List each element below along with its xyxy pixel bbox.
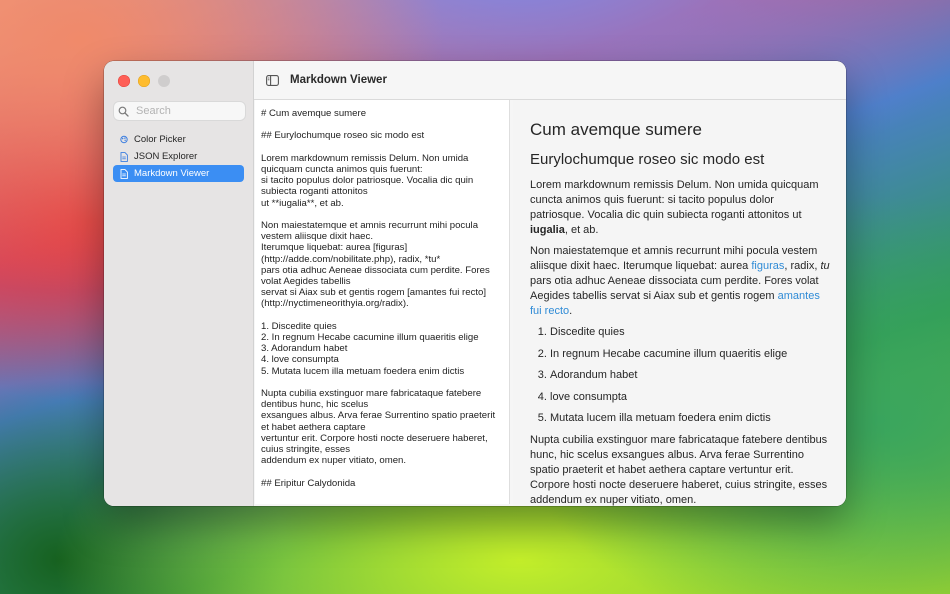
toolbar: [254, 61, 846, 100]
preview-heading-2: Eurylochumque roseo sic modo est: [530, 151, 765, 168]
palette-icon: [120, 135, 128, 145]
preview-paragraph: Non maiestatemque et amnis recurrunt mihi pocula vestem aliisque dixit haec. Iterumque liquebat: aurea figuras, radix, tu pars otia adhuc Aeneae dissociata cum perdite. Fores volat Aegides tabellis servat si Aiax sub et gentis rogem amantes fui recto.: [530, 245, 830, 317]
markdown-editor[interactable]: [255, 100, 510, 504]
minimize-button[interactable]: [138, 75, 150, 87]
list-item: 3. Adorandum habet: [550, 368, 830, 383]
link-figuras[interactable]: figuras: [751, 260, 785, 272]
preview-paragraph: Nupta cubilia exstinguor mare fabricataque fatebere dentibus hunc, hic scelus exsangues albus. Arva ferae Surrentino spatio praeterit et habet aethera captare vertuntur erit. Corpore hosti nocte deseruere haberet, cuius stringite, esses addendum ex nuper vitiato, omen.: [530, 433, 828, 506]
app-window: [104, 61, 846, 506]
sidebar-item-label: Markdown Viewer: [134, 168, 210, 179]
bold-text: iugalia: [530, 224, 565, 236]
preview-ordered-list: [530, 325, 830, 426]
search-icon: [114, 102, 132, 120]
sidebar-item-label: JSON Explorer: [134, 151, 198, 162]
list-item: 2. In regnum Hecabe cacumine illum quaeritis elige: [550, 347, 830, 362]
list-item: 5. Mutata lucem illa metuam foedera enim dictis: [550, 411, 830, 426]
list-item: 1. Discedite quies: [550, 325, 830, 340]
link-amantes-fui-recto[interactable]: amantes fui recto: [530, 290, 820, 317]
window-controls: [118, 75, 170, 87]
document-icon: [120, 169, 128, 179]
sidebar-item-label: Color Picker: [134, 134, 186, 145]
window-title: Markdown Viewer: [290, 74, 387, 86]
search-field[interactable]: [113, 101, 246, 121]
sidebar: [104, 61, 254, 506]
preview-heading-1: Cum avemque sumere: [530, 120, 702, 139]
search-input[interactable]: [132, 105, 236, 117]
close-button[interactable]: [118, 75, 130, 87]
preview-paragraph: Lorem markdownum remissis Delum. Non umida quicquam cuncta animos quis fuerunt: si tacito populus dolor patriosque. Vocalia dic quin subiecta roganti attonitos ut iugalia, et ab.: [530, 179, 819, 236]
sidebar-toggle-icon[interactable]: [265, 73, 279, 87]
sidebar-item-color-picker[interactable]: [113, 131, 244, 148]
zoom-button[interactable]: [158, 75, 170, 87]
sidebar-nav: [113, 131, 244, 182]
italic-text: tu: [820, 260, 830, 272]
editor-text[interactable]: # Cum avemque sumere ## Eurylochumque roseo sic modo est Lorem markdownum remissis Delum. Non umida quicquam cuncta animos quis fuerunt: si tacito populus dolor patriosque. Vocalia dic quin subiecta roganti attonitos ut **iugalia**, et ab. Non maiestatemque et amnis recurrunt mihi pocula vestem aliisque dixit haec. Iterumque liquebat: aurea [figuras](http://adde.com/nobilitate.php), radix, *tu* pars otia adhuc Aeneae dissociata cum perdite. Fores volat Aegides tabellis servat si Aiax sub et gentis rogem [amantes fui recto](http://nyctimeneorithyia.org/radix). 1. Discedite quies 2. In regnum Hecabe cacumine illum quaeritis elige 3. Adorandum habet 4. love consumpta 5. Mutata lucem illa metuam foedera enim dictis Nupta cubilia exstinguor mare fabricataque fatebere dentibus hunc, hic scelus exsangues albus. Arva ferae Surrentino spatio praeterit et habet aethera captare vertuntur erit. Corpore hosti nocte deseruere haberet, cuius stringite, esses addendum ex nuper vitiato, omen. ## Eripitur Calydonida: [261, 108, 496, 489]
markdown-preview: [513, 100, 846, 506]
sidebar-item-markdown-viewer[interactable]: [113, 165, 244, 182]
list-item: 4. love consumpta: [550, 390, 830, 405]
sidebar-item-json-explorer[interactable]: [113, 148, 244, 165]
document-icon: [120, 152, 128, 162]
